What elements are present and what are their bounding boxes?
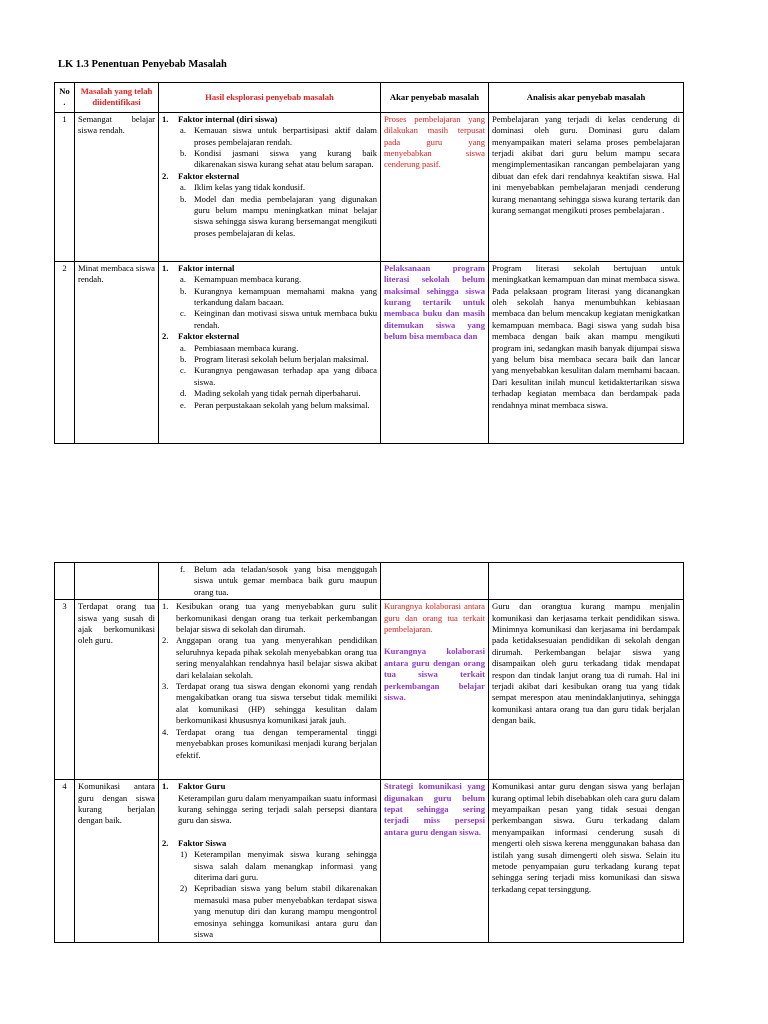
- exploration-cell: [159, 112, 381, 261]
- list-item: 1) Keterampilan menyimak siswa kurang sehingga siswa salah dalam menangkap informasi yang diterima dari guru.: [180, 849, 377, 883]
- table-row: [55, 563, 684, 600]
- list-item: b. Model dan media pembelajaran yang digunakan guru belum mampu meningkatkan minat belajar siswa sehingga siswa kurang bersemangat mengikuti proses pembelajaran di kelas.: [180, 193, 377, 238]
- analysis-cell: Pembelajaran yang terjadi di kelas cenderung di dominasi oleh guru. Dominasi guru dalam menyampaikan materi selama proses pembelajaran terjadi akibat dari guru belum mampu secara mengimplementasikan rancangan pembelajaran yang dibuat dan efek dari rendahnya keaktifan siswa. Hal ini menyebabkan pembelajaran menjadi cenderung kurang menantang sehingga siswa kurang tertarik dan kurang semangat mengikuti proses pembelajaran .: [489, 112, 684, 261]
- list-item: 2) Kepribadian siswa yang belum stabil dikarenakan memasuki masa puber menyebabkan terdapat siswa yang menutup diri dan kurang mampu mengontrol emosinya sehingga komunikasi antara guru dan siswa: [180, 883, 377, 940]
- problem-cell: Minat membaca siswa rendah.: [75, 261, 159, 443]
- cause-table-part-2: [54, 562, 684, 943]
- list-item: c. Keinginan dan motivasi siswa untuk membaca buku rendah.: [180, 308, 377, 330]
- header-row: [55, 83, 684, 113]
- header-masalah: Masalah yang telah diidentifikasi: [75, 83, 159, 113]
- header-akar: Akar penyebab masalah: [381, 83, 489, 113]
- factor-heading: 1. Faktor internal: [162, 262, 235, 273]
- header-no: No .: [55, 83, 75, 113]
- table-row: [55, 261, 684, 443]
- exploration-cell: [159, 563, 381, 600]
- list-item: 4. Terdapat orang tua dengan temperamental tinggi menyebabkan proses komunikasi menjadi kurang berjalan efektif.: [162, 726, 377, 760]
- list-item: 3. Terdapat orang tua siswa dengan ekonomi yang rendah mengakibatkan orang tua siswa tersebut tidak memiliki alat komunikasi (HP) sehingga kesulitan dalam berkomunikasi khususnya komunikasi jarak jauh.: [162, 681, 377, 726]
- list-item: a. Kemauan siswa untuk berpartisipasi aktif dalam proses pembelajaran rendah.: [180, 125, 377, 147]
- analysis-cell: Komunikasi antar guru dengan siswa yang berlajan kurang optimal lebih disebabkan oleh cara guru dalam meyampaikan pesan yang tidak sesuai dengan perkembangan siswa. Guru terkadang dalam menyampaikan informasi cenderung susah di mengerti oleh siswa kerena menggunakan bahasa dan istilah yang susah dimengerti oleh siswa. Selain itu metode penyampaian guru terkadang kurang tepat sehingga sering terjadi miss komunikasi dan siswa terkadang cepat tersinggung.: [489, 780, 684, 942]
- factor-text: Keterampilan guru dalam menyampaikan suatu informasi kurang sehingga sering terjadi salah persepsi diantara guru dan siswa.: [178, 792, 377, 826]
- list-item: b. Kondisi jasmani siswa yang kurang baik dikarenakan siswa kurang sehat atau belum sarapan.: [180, 148, 377, 170]
- table-row: [55, 600, 684, 780]
- list-item: e. Peran perpustakaan sekolah yang belum maksimal.: [180, 399, 370, 410]
- analysis-cell: Guru dan orangtua kurang mampu menjalin komunikasi dan kerjasama terkait pendidikan siswa. Minimnya komunikasi dan kerjasama ini berdampak pada ketidaksesuaian pendidikan di sekolah dengan dirumah. Perkembangan belajar siswa yang disampaikan oleh guru terkadang tidak mendapat respon dan tindak lanjut orang tua di rumah. Hal ini terjadi akibat dari kesibukan orang tua yang tidak sempat merespon atau menindaklanjutinya, sehingga komunikasi antara orang tua dan guru tidak berjalan dengan baik.: [489, 600, 684, 780]
- problem-cell: Komunikasi antara guru dengan siswa kurang berjalan dengan baik.: [75, 780, 159, 942]
- exploration-cell: [159, 780, 381, 942]
- list-item: a. Kemampuan membaca kurang.: [180, 274, 302, 285]
- root-cause-cell: Pelaksanaan program literasi sekolah belum maksimal sehingga siswa kurang tertarik untuk membaca buku dan masih ditemukan siswa yang belum bisa membaca dan: [381, 261, 489, 443]
- list-item: b. Kurangnya kemampuan memahami makna yang terkandung dalam bacaan.: [180, 285, 377, 308]
- row-number: 3: [55, 600, 75, 780]
- list-item: 2. Anggapan orang tua yang menyerahkan pendidikan seluruhnya kepada pihak sekolah menyebabkan orang tua sering menyalahkan rendahnya hasil belajar siswa akibat dari kelalaian sekolah.: [162, 635, 377, 680]
- list-item: a. Iklim kelas yang tidak kondusif.: [180, 182, 305, 193]
- factor-heading: 1. Faktor internal (diri siswa): [162, 113, 278, 124]
- root-cause-cell: [381, 600, 489, 780]
- list-item: d. Mading sekolah yang tidak pernah diperbaharui.: [180, 388, 361, 399]
- factor-heading: 2. Faktor Siswa: [162, 837, 227, 848]
- list-item: f. Belum ada teladan/sosok yang bisa menggugah siswa untuk gemar membaca baik guru maupun orang tua.: [180, 564, 377, 597]
- table-row: [55, 780, 684, 942]
- cause-table-part-1: [54, 82, 684, 444]
- factor-heading: 2. Faktor eksternal: [162, 170, 240, 181]
- list-item: a. Pembiasaan membaca kurang.: [180, 342, 299, 353]
- factor-heading: 2. Faktor eksternal: [162, 331, 240, 342]
- page-title: LK 1.3 Penentuan Penyebab Masalah: [58, 59, 227, 70]
- row-number: 2: [55, 261, 75, 443]
- root-cause-revised: Kurangnya kolaborasi antara guru dengan orang tua siswa terkait perkembangan belajar siswa.: [384, 646, 485, 703]
- table-row: [55, 112, 684, 261]
- analysis-cell: Program literasi sekolah bertujuan untuk meningkatkan kemampuan dan minat membaca siswa. Pada pelaksaan program literasi yang dicanangkan oleh sekolah hanya menumbuhkan kebiasaan membaca dan belum mencakup kegiatan menigkatkan kemampuan membaca. Bagi siswa yang sudah bisa membaca dengan baik akan mampu mengikuti program ini, sedangkan masih banyak dijumpai siswa yang belum bisa membaca secara baik dan lancar yang menyebabkan kesulitan dalam memhami bacaan. Dari kesulitan inilah muncul ketidaktertarikan siswa terhadap kegiatan membaca dan berdampak pada rendahnya minat membaca siswa.: [489, 261, 684, 443]
- list-item: 1. Kesibukan orang tua yang menyebabkan guru sulit berkomunikasi dengan orang tua terkait perkembangan belajar siswa di sekolah dan dirumah.: [162, 601, 377, 635]
- header-hasil: Hasil eksplorasi penyebab masalah: [159, 83, 381, 113]
- root-cause-initial: Kurangnya kolaborasi antara guru dan orang tua terkait pembelajaran.: [384, 601, 485, 635]
- row-number: 4: [55, 780, 75, 942]
- row-number: 1: [55, 112, 75, 261]
- problem-cell: Semangat belajar siswa rendah.: [75, 112, 159, 261]
- exploration-cell: [159, 600, 381, 780]
- factor-heading: 1. Faktor Guru: [162, 781, 226, 792]
- root-cause-cell: Proses pembelajaran yang dilakukan masih terpusat pada guru yang menyebabkan siswa cenderung pasif.: [381, 112, 489, 261]
- root-cause-cell: Strategi komunikasi yang digunakan guru belum tepat sehingga sering terjadi miss persepsi antara guru dengan siswa.: [381, 780, 489, 942]
- exploration-cell: [159, 261, 381, 443]
- list-item: b. Program literasi sekolah belum berjalan maksimal.: [180, 354, 369, 365]
- list-item: c. Kurangnya pengawasan terhadap apa yang dibaca siswa.: [180, 365, 377, 387]
- header-analisis: Analisis akar penyebab masalah: [489, 83, 684, 113]
- problem-cell: Terdapat orang tua siswa yang susah di ajak berkomunikasi oleh guru.: [75, 600, 159, 780]
